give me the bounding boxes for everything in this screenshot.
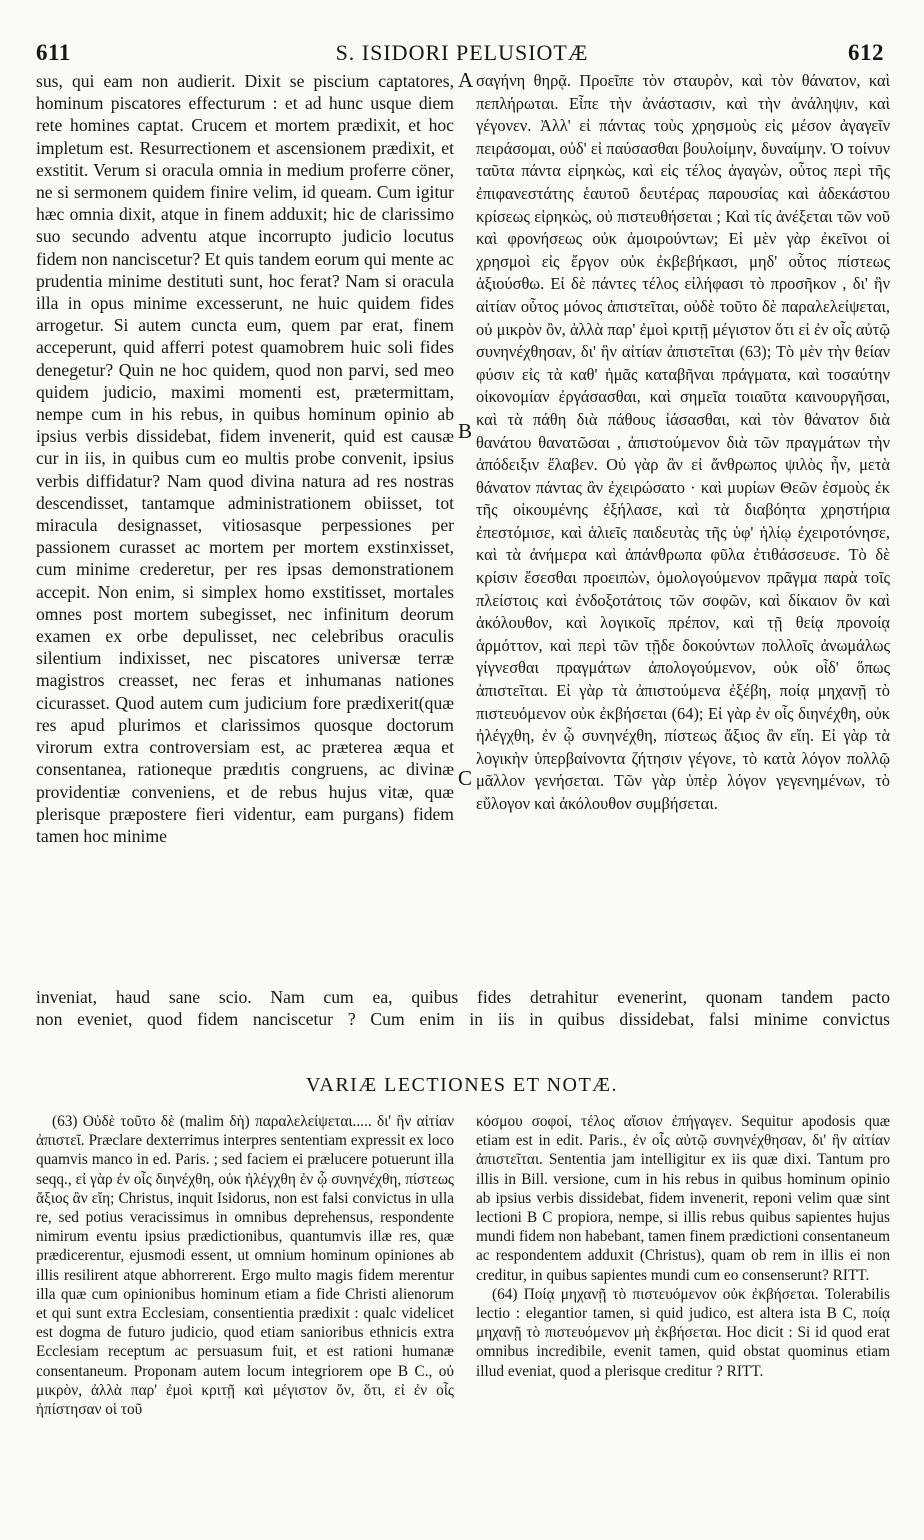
- note-63: (63) Οὐδὲ τοῦτο δὲ (malim δὴ) παραλελείψεται..... δι' ἣν αἰτίαν ἀπιστεῖ. Præclare dexterrimus interpres sententiam expressit ex loco quamvis manco in ed. Paris. ; sed faciem ei prælucere potuerunt illa seqq., εἰ γὰρ ἐν οἷς διηνέχθη, οὐκ ἠλέγχθη ἐν ᾧ συνηνέχθη, πίστεως ἄξιος ἂν εἴη; Christus, inquit Isidorus, non est falsi convictus in ulla re, sed potius veracissimus in omnibus deprehensus, respondente nimirum eventu ipsius prædictionibus, quantumvis illæ res, quæ prædicerentur, ejusmodi essent, ut omnium hominum opiniones ab illis resilirent atque abhorrerent. Ergo multo magis fidem merentur illa quæ cum opinionibus hominum etiam a fide Christi alienorum et qui sunt extra Ecclesiam, consentientia prædixit : qualc videlicet est dogma de futuro judicio, quod etiam sanioribus ethnicis extra Ecclesiam receptum ac persuasum fuit, et est rationi humanæ consentaneum. Proponam autem locum integriorem ope B C., οὐ μικρὸν, ἀλλὰ παρ' ἐμοὶ κριτῇ καὶ μέγιστον ὄν, ὅτι, εἰ ἐν οἷς ἠπίστησαν οἱ τοῦ: [36, 1113, 454, 1419]
- page-header: [0, 40, 924, 68]
- latin-column: sus, qui eam non audierit. Dixit se piscium captatores, hominum piscatores effecturum : et ad hunc usque diem rete homines captat. Crucem et mortem prædixit, et hoc impletum est. Resurrectionem et ascensionem prædixit, et exstitit. Verum si oracula omnia in medium proferre cöner, ne si sermonem quidem finire velim, id queam. Cum igitur hæc omnia dixit, atque in finem adduxit; hic de clarissimo suo secundo adventu atque incorrupto judicio locutus fidem non nanciscetur? Et quis tandem eorum qui mente ac prudentia minime destituti sunt, hoc ferat? Nam si oracula illa in opus minime excesserunt, ne huic quidem fides arrogetur. Si autem cuncta eum, quem par erat, finem acceperunt, quid afferri potest quamobrem huic soli fides denegetur? Quin ne hoc quidem, quod non parvi, sed meo quidem judicio, maximi momenti est, prætermittam, nempe cum in his rebus, in quibus hominum opinio ab ipsius verbis dissidebat, fidem invenerit, quid est causæ cur in iis, in quibus cum eo multis probe convenit, ipsius verbis diffidatur? Nam quod divina natura ad res nostras descendisset, tantamque administrationem obiisset, tot miracula designasset, vitiosasque perpessiones per passionem curasset ac mortem per mortem exstinxisset, cum minime crederetur, per res ipsas demonstrationem accepit. Non enim, si simplex homo exstitisset, mortales omnes post mortem subegisset, nec infinitum deorum examen ex orbe depulisset, nec celebribus oraculis silentium indixisset, nec piscatores universæ terræ magistros creasset, nec feras et inhumanas nationes cicurasset. Quod autem cum judicium fore prædixerit(quæ res apud plurimos et clarissimos quosque doctorum virorum extra controversiam est, ac præterea æqua et consentanea, rationeque prædıtis congruens, ac divinæ providentiæ conveniens, et de rebus hujus vitæ, quæ plerisque præpostere fieri videntur, eam purgans) fidem tamen hoc minime: [36, 71, 454, 846]
- notes-heading: VARIÆ LECTIONES ET NOTÆ.: [306, 1074, 618, 1096]
- full-width-line: inveniat, haud sane scio. Nam cum ea, quibus fides detrahitur evenerint, quonam tandem pacto: [36, 987, 890, 1007]
- page-number-right: 612: [848, 40, 884, 65]
- greek-column: σαγήνη θηρᾷ. Προεῖπε τὸν σταυρὸν, καὶ τὸν θάνατον, καὶ πεπλήρωται. Εἶπε τὴν ἀνάστασιν, καὶ τὴν ἀνάληψιν, καὶ γέγονεν. Ἀλλ' εἰ πάντας τοὺς χρησμοὺς εἰς μέσον ἀγαγεῖν πειράσομαι, οὐδ' εἰ παύσασθαι βουλοίμην, δυναίμην. Ὁ τοίνυν ταῦτα πάντα εἰρηκὼς, καὶ εἰς τέλος ἀγαγὼν, οὗτος περὶ τῆς ἐπιφανεστάτης ἑαυτοῦ δευτέρας παρουσίας καὶ ἀδεκάστου κρίσεως εἰρηκὼς, οὐ πιστευθήσεται ; Καὶ τίς ἀνέξεται τῶν νοῦ καὶ φρονήσεως οὐκ ἀμοιρούντων; Εἰ μὲν γὰρ ἐκεῖνοι οἱ χρησμοὶ εἰς ἔργον οὐκ ἐκβεβήκασι, μηδ' οὗτος πίστεως ἀξιούσθω. Εἰ δὲ πάντες τέλος εἰλήφασι τὸ προσῆκον , δι' ἣν αἰτίαν οὗτος μόνος ἀπιστεῖται, οὐδὲ τοῦτο δὲ παραλελείψεται, οὐ μικρὸν ὂν, ἀλλὰ παρ' ἐμοὶ κριτῇ μέγιστον ὅτι εἰ ἐν οἷς αὐτῷ συνηνέχθησαν, δι' ἣν αἰτίαν ἀπιστεῖται (63); Τὸ μὲν τὴν θείαν φύσιν εἰς τὰ καθ' ἡμᾶς καταβῆναι πράγματα, καὶ τοσαύτην οἰκονομίαν ἐργάσασθαι, καὶ σημεῖα τοιαῦτα καινουργῆσαι, καὶ τὰ πάθη διὰ πάθους ἰάσασθαι, καὶ τὸν θάνατον διὰ θανάτου θανατῶσαι , ἀπιστούμενον διὰ τῶν πραγμάτων τὴν ἀπόδειξιν ἔλαβεν. Οὐ γὰρ ἂν εἰ ἄνθρωπος ψιλὸς ἦν, μετὰ θάνατον πάντας ἂν ἐχειρώσατο · καὶ μυρίων Θεῶν ἐσμοὺς ἐκ τῆς οἰκουμένης ἐξήλασε, καὶ τὰ διαβόητα χρηστήρια ἐπεστόμισε, καὶ ἁλιεῖς παιδευτὰς τῆς ὑφ' ἡλίῳ ἐχειροτόνησε, καὶ τὰ ἀνήμερα καὶ ἀπάνθρωπα φῦλα ἐτιθάσσευσε. Τὸ δὲ κρίσιν ἔσεσθαι προειπὼν, ὁμολογούμενον πρᾶγμα παρὰ τοῖς πλείστοις καὶ ἐνδοξοτάτοις τῶν σοφῶν, καὶ δίκαιον ὂν καὶ ἀκόλουθον, καὶ λογικοῖς πρέπον, καὶ τῇ θείᾳ προνοίᾳ ἁρμόττον, καὶ περὶ τῶν τῇδε δοκούντων πολλοῖς ἀνωμάλως γίγνεσθαι πραγμάτων ἀπολογούμενον, οὐκ οἶδ' ὅπως ἀπιστεῖται. Εἰ γὰρ τὰ ἀπιστούμενα ἐξέβη, ποίᾳ μηχανῇ τὸ πιστευόμενον οὐκ ἐκβήσεται (64); Εἰ γὰρ ἐν οἷς διηνέχθη, οὐκ ἠλέγχθη, ἐν ᾧ συνηνέχθη, πίστεως ἄξιος ἂν εἴη. Εἰ γὰρ τὰ λογικὴν ὑπερβαίνοντα ζήτησιν γέγονε, τὸ κατὰ λόγον πολλῷ μᾶλλον γενήσεται. Τῶν γὰρ ὑπὲρ λόγον γεγενημένων, τὸ εὔλογον καὶ ἀκόλουθον συμβήσεται.: [476, 71, 890, 813]
- margin-letter-a: A: [458, 68, 474, 92]
- notes-right-column: [476, 1112, 890, 1532]
- margin-letter-c: C: [458, 766, 473, 790]
- page-number-left: 611: [36, 40, 71, 65]
- note-63-continued: κόσμου σοφοί, τέλος αἴσιον ἐπήγαγεν. Sequitur apodosis quæ etiam est in edit. Paris., ἐν οἷς αὐτῷ συνηνέχθησαν, δι' ἣν αἰτίαν ἀπιστεῖται. Sententia jam intelligitur ex iis quæ dixi. Tantum pro illis in Bill. versione, cum in his rebus in quibus hominum opinio ab ipsius verbis dissidebat, fidem invenerit, reponi velim quæ sint lectioni B C propiora, nempe, si illis rebus quibus sapientes hujus mundi fidem non habebant, tamen finem prædictioni consentaneum ac respondentem adduxit (Christus), quam ob rem in illis ei non creditur, in quibus sapientes mundi cum eo consenserunt? RITT.: [476, 1113, 890, 1284]
- full-width-line: non eveniet, quod fidem nanciscetur ? Cum enim in iis in quibus dissidebat, falsi minime convictus: [36, 1009, 890, 1029]
- margin-letter-b: B: [458, 419, 473, 443]
- running-title: S. ISIDORI PELUSIOTÆ: [335, 40, 589, 65]
- notes-left-column: [36, 1112, 454, 1532]
- note-64: (64) Ποίᾳ μηχανῇ τὸ πιστευόμενον οὐκ ἐκβήσεται. Tolerabilis lectio : elegantior tamen, si quid judico, est altera ista B C, ποίᾳ μηχανῇ τὸ πιστευόμενον μὴ ἐκβήσεται. Hoc dicit : Si id quod erat omnibus incredibile, evenit tamen, quid obstat quominus etiam illud eveniat, quod a plerisque creditur ? RITT.: [476, 1285, 890, 1380]
